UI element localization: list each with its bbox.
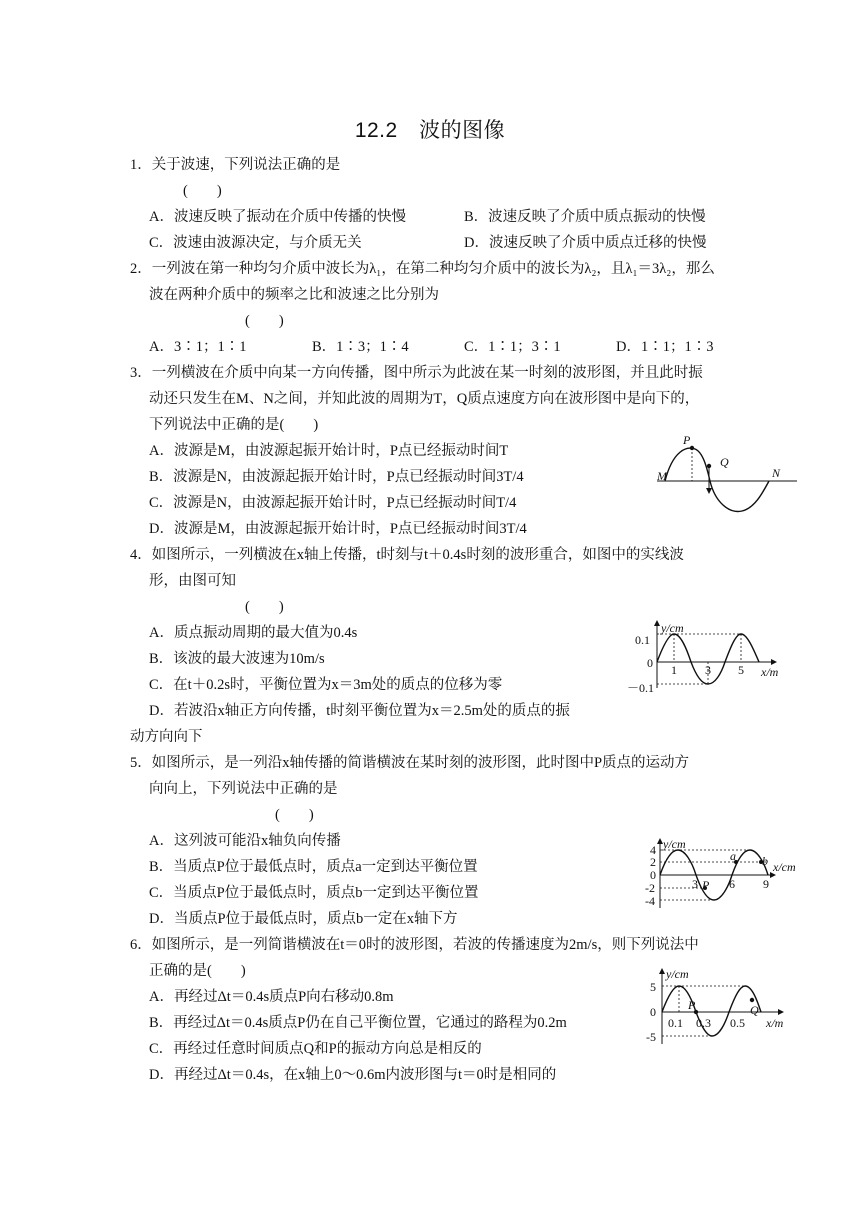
q5-label-a: a: [730, 849, 736, 863]
page-title: 12.2 波的图像: [354, 119, 506, 142]
q6-y-tick-5: 5: [650, 980, 656, 994]
q4-option-c: C．在t＋0.2s时，平衡位置为x＝3m处的质点的位移为零: [149, 677, 503, 693]
q5-x-tick-3: 3: [692, 877, 698, 891]
q4-x-tick-1: 1: [671, 663, 677, 677]
q5-option-c: C．当质点P位于最低点时，质点b一定到达平衡位置: [149, 885, 479, 901]
q5-label-p: P: [702, 878, 710, 892]
q4-option-d-line1: D．若波沿x轴正方向传播，t时刻平衡位置为x＝2.5m处的质点的振: [149, 703, 570, 719]
q5-y-tick-neg2: -2: [645, 881, 655, 895]
q5-y-axis-label: y/cm: [663, 837, 686, 851]
q1-stem: 1．关于波速，下列说法正确的是: [130, 157, 341, 173]
q5-y-tick-neg4: -4: [645, 894, 655, 908]
q5-x-axis-label: x/cm: [773, 860, 796, 874]
q5-y-tick-0: 0: [650, 868, 656, 882]
q4-y-tick-zero: 0: [647, 656, 653, 670]
q6-option-d: D．再经过Δt＝0.4s，在x轴上0～0.6m内波形图与t＝0时是相同的: [149, 1067, 557, 1083]
q5-label-b: b: [762, 854, 768, 868]
q3-stem-line1: 3．一列横波在介质中向某一方向传播，图中所示为此波在某一时刻的波形图，并且此时振: [130, 365, 703, 381]
q4-option-d-line2: 动方向向下: [130, 729, 203, 745]
q6-stem-line2: 正确的是( ): [149, 963, 246, 979]
q6-x-tick-03: 0.3: [696, 1016, 711, 1030]
q2-stem-line2: 波在两种介质中的频率之比和波速之比分别为: [149, 287, 439, 303]
q1-option-d: D．波速反映了介质中质点迁移的快慢: [464, 235, 707, 251]
q4-answer-paren: ( ): [245, 599, 284, 615]
q3-option-d: D．波源是M，由波源起振开始计时，P点已经振动时间3T/4: [149, 521, 527, 537]
q6-x-axis-label: x/m: [766, 1016, 784, 1030]
q5-option-b: B．当质点P位于最低点时，质点a一定到达平衡位置: [149, 859, 478, 875]
q3-stem-line2: 动还只发生在M、N之间，并知此波的周期为T，Q质点速度方向在波形图中是向下的，: [149, 391, 700, 407]
q1-option-a: A．波速反映了振动在介质中传播的快慢: [149, 209, 406, 225]
q4-stem-line2: 形，由图可知: [149, 573, 236, 589]
q5-x-tick-6: 6: [729, 877, 735, 891]
q6-option-c: C．再经过任意时间质点Q和P的振动方向总是相反的: [149, 1041, 482, 1057]
q6-x-tick-01: 0.1: [668, 1016, 683, 1030]
q3-wave-figure: [645, 432, 805, 522]
q5-stem-line2: 向向上，下列说法中正确的是: [149, 781, 338, 797]
q1-answer-paren: ( ): [183, 183, 222, 199]
q4-y-axis-label: y/cm: [661, 621, 684, 635]
q6-label-p: P: [688, 998, 696, 1012]
q5-stem-line1: 5．如图所示，是一列沿x轴传播的简谐横波在某时刻的波形图，此时图中P质点的运动方: [130, 755, 690, 771]
q4-y-tick-bottom: －0.1: [627, 681, 655, 695]
q5-answer-paren: ( ): [275, 807, 314, 823]
q5-y-tick-4: 4: [650, 843, 656, 857]
q1-option-b: B．波速反映了介质中质点振动的快慢: [464, 209, 706, 225]
q3-label-n: N: [772, 466, 781, 480]
q5-wave-figure: [640, 838, 800, 916]
q2-option-c: C．1∶1；3∶1: [464, 339, 561, 355]
q4-wave-figure: [623, 618, 793, 698]
q4-option-b: B．该波的最大波速为10m/s: [149, 651, 325, 667]
q2-answer-paren: ( ): [245, 313, 284, 329]
q6-label-q: Q: [750, 1003, 759, 1017]
q2-stem-line1: 2．一列波在第一种均匀介质中波长为λ₁，在第二种均匀介质中的波长为λ₂，且λ₁＝3λ₂，那么: [130, 261, 715, 277]
q5-y-tick-2: 2: [650, 855, 656, 869]
q5-option-a: A．这列波可能沿x轴负向传播: [149, 833, 341, 849]
q3-option-a: A．波源是M，由波源起振开始计时，P点已经振动时间T: [149, 443, 509, 459]
q4-stem-line1: 4．如图所示，一列横波在x轴上传播，t时刻与t＋0.4s时刻的波形重合，如图中的实线波: [130, 547, 684, 563]
q4-x-tick-5: 5: [738, 663, 744, 677]
q6-y-tick-neg5: -5: [646, 1030, 656, 1044]
q6-x-tick-05: 0.5: [730, 1016, 745, 1030]
q6-option-a: A．再经过Δt＝0.4s质点P向右移动0.8m: [149, 989, 394, 1005]
q3-label-m: M: [657, 469, 667, 483]
q3-stem-line3: 下列说法中正确的是( ): [149, 417, 319, 433]
q6-y-axis-label: y/cm: [666, 967, 689, 981]
q3-label-p: P: [683, 433, 691, 447]
q1-option-c: C．波速由波源决定，与介质无关: [149, 235, 362, 251]
q3-option-b: B．波源是N，由波源起振开始计时，P点已经振动时间3T/4: [149, 469, 524, 485]
q5-option-d: D．当质点P位于最低点时，质点b一定在x轴下方: [149, 911, 458, 927]
q3-label-q: Q: [720, 455, 729, 469]
q6-stem-line1: 6．如图所示，是一列简谐横波在t＝0时的波形图，若波的传播速度为2m/s，则下列说法中: [130, 937, 699, 953]
q2-option-a: A．3∶1；1∶1: [149, 339, 247, 355]
q6-option-b: B．再经过Δt＝0.4s质点P仍在自己平衡位置，它通过的路程为0.2m: [149, 1015, 567, 1031]
q6-y-tick-0: 0: [650, 1005, 656, 1019]
q2-option-d: D．1∶1；1∶3: [616, 339, 714, 355]
q2-option-b: B．1∶3；1∶4: [312, 339, 409, 355]
q6-wave-figure: [640, 964, 800, 1050]
q3-option-c: C．波源是N，由波源起振开始计时，P点已经振动时间T/4: [149, 495, 517, 511]
q4-x-axis-label: x/m: [761, 665, 779, 679]
q4-x-tick-3: 3: [705, 663, 711, 677]
q5-x-tick-9: 9: [763, 877, 769, 891]
q4-y-tick-top: 0.1: [635, 633, 650, 647]
q4-option-a: A．质点振动周期的最大值为0.4s: [149, 625, 358, 641]
